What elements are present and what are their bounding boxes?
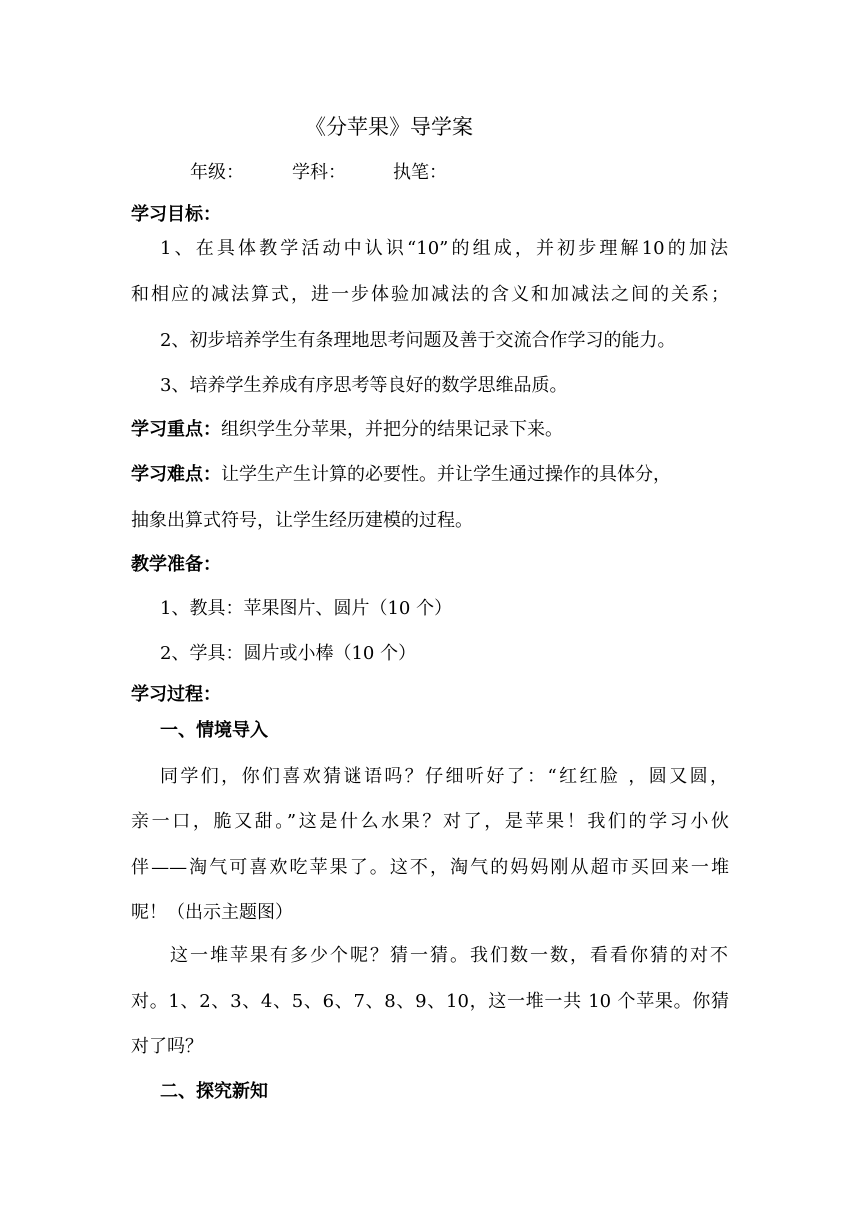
key-point-label: 学习重点： (131, 419, 221, 440)
author-label: 执笔： (393, 162, 447, 183)
objective-1-line-2: 和相应的减法算式，进一步体验加减法的含义和加减法之间的关系； (131, 284, 729, 305)
objectives-heading: 学习目标： (131, 204, 221, 225)
grade-label: 年级： (190, 162, 244, 183)
key-point (131, 418, 563, 442)
difficulty-line-2: 抽象出算式符号，让学生经历建模的过程。 (131, 510, 473, 531)
section-1-heading: 一、情境导入 (160, 720, 268, 741)
paragraph-2-line-1: 这一堆苹果有多少个呢？猜一猜。我们数一数，看看你猜的对不 (170, 945, 728, 966)
objective-1-line-1: 1、在具体教学活动中认识“10”的组成，并初步理解10的加法 (160, 238, 728, 259)
key-point-text: 组织学生分苹果，并把分的结果记录下来。 (221, 419, 563, 440)
paragraph-1-line-4: 呢！（出示主题图） (131, 902, 293, 923)
preparation-heading: 教学准备： (131, 554, 221, 575)
section-2-heading: 二、探究新知 (160, 1081, 268, 1102)
difficulty-label: 学习难点： (131, 464, 221, 485)
page-title: 《分苹果》导学案 (305, 115, 473, 139)
paragraph-2-line-2: 对。1、2、3、4、5、6、7、8、9、10，这一堆一共 10 个苹果。你猜 (131, 991, 729, 1012)
paragraph-1-line-2: 亲一口，脆又甜。”这是什么水果？对了，是苹果！我们的学习小伙 (131, 811, 729, 832)
subject-label: 学科： (292, 162, 346, 183)
objective-2: 2、初步培养学生有条理地思考问题及善于交流合作学习的能力。 (160, 330, 676, 351)
process-heading: 学习过程： (131, 684, 221, 705)
preparation-item-2: 2、学具：圆片或小棒（10 个） (160, 643, 417, 664)
objective-3: 3、培养学生养成有序思考等良好的数学思维品质。 (160, 375, 568, 396)
paragraph-1-line-3: 伴——淘气可喜欢吃苹果了。这不，淘气的妈妈刚从超市买回来一堆 (131, 857, 729, 878)
difficulty-text-1: 让学生产生计算的必要性。并让学生通过操作的具体分， (221, 464, 671, 485)
difficulty-line-1 (131, 463, 671, 487)
preparation-item-1: 1、教具：苹果图片、圆片（10 个） (160, 598, 453, 619)
paragraph-2-line-3: 对了吗？ (131, 1036, 203, 1057)
paragraph-1-line-1: 同学们，你们喜欢猜谜语吗？仔细听好了：“红红脸 ，圆又圆， (160, 766, 728, 787)
